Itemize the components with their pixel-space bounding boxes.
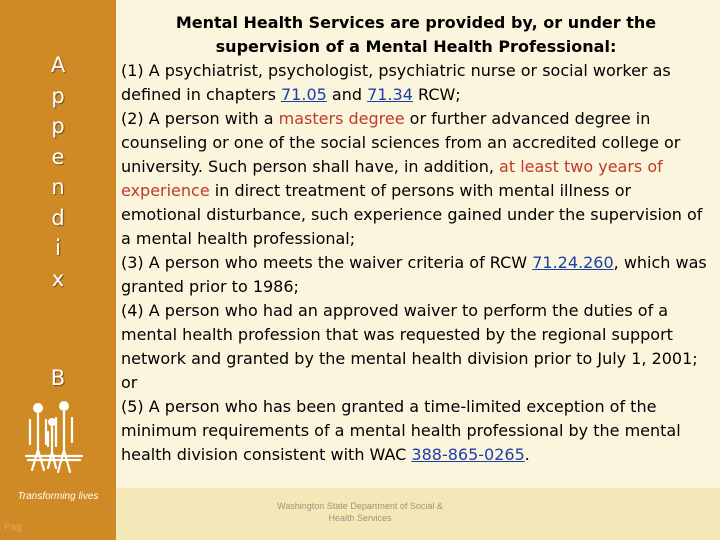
footer-org-line1: Washington State Department of Social & [277, 501, 443, 511]
section-letter: B [50, 366, 66, 390]
rcw-71-34-link[interactable]: 71.34 [367, 85, 413, 104]
rcw-71-05-link[interactable]: 71.05 [281, 85, 327, 104]
list-item [121, 395, 711, 467]
item-text: RCW; [412, 85, 461, 104]
highlight-text: at least two years of experience [121, 157, 663, 200]
sidebar [0, 0, 116, 540]
title-letter: n [51, 175, 65, 199]
item-text: or further advanced degree in counseling or one of the social sciences from an accredited college or university. Such person shall have, in addition, [121, 109, 681, 176]
title-letter: i [55, 236, 61, 260]
tagline: Transforming lives [17, 491, 99, 502]
item-text: in direct treatment of persons with mental illness or emotional disturbance, such experience gained under the supervision of a mental health professional; [121, 181, 703, 248]
footer-organization [250, 500, 470, 524]
title-letter: A [50, 53, 66, 77]
title-letter: d [51, 205, 65, 230]
list-item [121, 107, 711, 251]
list-item [121, 251, 711, 299]
title-letter: e [51, 144, 65, 169]
item-text: and [326, 85, 368, 104]
rcw-71-24-260-link[interactable]: 71.24.260 [532, 253, 614, 272]
title-letter: x [51, 266, 65, 291]
item-text: . [524, 445, 530, 464]
item-text: (1) A psychiatrist, psychologist, psychiatric nurse or social worker as defined in chapters [121, 61, 671, 104]
item-text: , which was granted prior to 1986; [121, 253, 707, 296]
family-figures-icon [22, 400, 86, 480]
main-content [121, 11, 711, 467]
item-text: (4) A person who had an approved waiver to perform the duties of a mental health profession that was requested by the regional support network and granted by the mental health division prior to July 1, 2001; or [121, 301, 698, 392]
item-text: (3) A person who meets the waiver criteria of RCW [121, 253, 533, 272]
wac-388-865-0265-link[interactable]: 388-865-0265 [411, 445, 525, 464]
item-text: (5) A person who has been granted a time-limited exception of the minimum requirements of a mental health professional by the mental health division consistent with WAC [121, 397, 681, 464]
vertical-title [0, 50, 116, 294]
list-item [121, 59, 711, 107]
title-letter: p [51, 114, 65, 138]
body-text [121, 59, 711, 467]
page-title: Mental Health Services are provided by, or under the supervision of a Mental Health Professional: [175, 13, 657, 56]
page-number: Pag [4, 522, 22, 533]
title-letter: p [51, 83, 65, 108]
footer-org-line2: Health Services [328, 513, 392, 523]
item-text: (2) A person with a [121, 109, 279, 128]
list-item [121, 299, 711, 395]
highlight-text: masters degree [278, 109, 405, 128]
